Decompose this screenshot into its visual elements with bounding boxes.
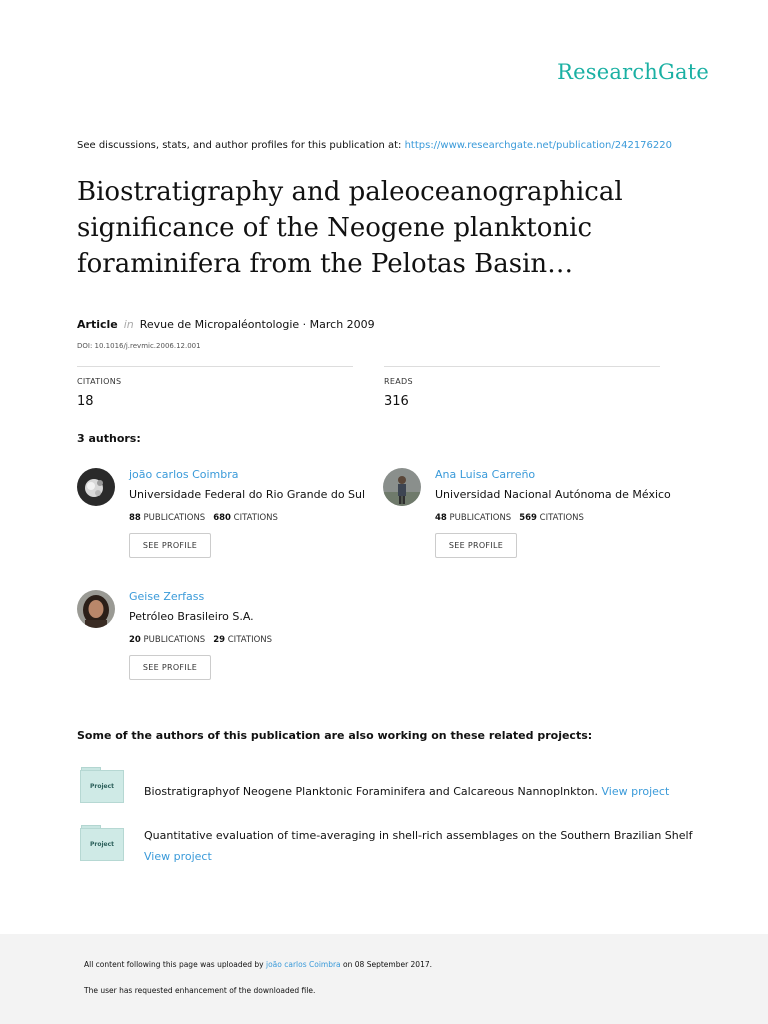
view-project-link[interactable]: View project (601, 785, 670, 798)
publications-count: 48 (435, 513, 447, 523)
author-stats (435, 513, 584, 523)
project-folder-icon (80, 767, 124, 803)
citations-count: 680 (213, 513, 231, 523)
publications-label: PUBLICATIONS (143, 513, 206, 523)
publications-label: PUBLICATIONS (449, 513, 512, 523)
citations-label: CITATIONS (233, 513, 278, 523)
reads-divider (384, 366, 660, 367)
author-card (77, 590, 377, 690)
see-discussions-text: See discussions, stats, and author profiles for this publication at: (77, 140, 405, 151)
project-title: Biostratigraphyof Neogene Planktonic Foraminifera and Calcareous Nannoplnkton. (144, 785, 602, 798)
author-stats (129, 635, 272, 645)
author-name[interactable]: joão carlos Coimbra (129, 468, 239, 481)
project-description (144, 781, 704, 802)
upload-prefix: All content following this page was uploaded by (84, 960, 266, 969)
see-discussions-line (77, 140, 672, 151)
publications-count: 20 (129, 635, 141, 645)
see-profile-button[interactable]: SEE PROFILE (129, 533, 211, 558)
reads-value: 316 (384, 394, 409, 409)
citations-count: 569 (519, 513, 537, 523)
author-stats (129, 513, 278, 523)
doi: DOI: 10.1016/j.revmic.2006.12.001 (77, 342, 201, 350)
publications-label: PUBLICATIONS (143, 635, 206, 645)
see-profile-button[interactable]: SEE PROFILE (435, 533, 517, 558)
upload-suffix: on 08 September 2017. (340, 960, 433, 969)
article-meta (77, 318, 375, 331)
citations-divider (77, 366, 353, 367)
citations-value: 18 (77, 394, 94, 409)
citations-label: CITATIONS (77, 377, 122, 386)
author-name[interactable]: Geise Zerfass (129, 590, 205, 603)
enhancement-note: The user has requested enhancement of the downloaded file. (84, 986, 316, 995)
author-card (383, 468, 683, 568)
article-type: Article (77, 318, 118, 331)
publications-count: 88 (129, 513, 141, 523)
see-profile-button[interactable]: SEE PROFILE (129, 655, 211, 680)
upload-note (84, 960, 432, 969)
avatar[interactable] (383, 468, 421, 506)
uploader-link[interactable]: joão carlos Coimbra (265, 960, 341, 969)
reads-label: READS (384, 377, 413, 386)
in-word: in (123, 318, 134, 331)
researchgate-logo[interactable]: ResearchGate (557, 60, 709, 84)
view-project-link[interactable]: View project (144, 850, 212, 863)
project-folder-icon (80, 825, 124, 861)
authors-heading: 3 authors: (77, 432, 141, 445)
citations-label: CITATIONS (227, 635, 273, 645)
project-folder-label: Project (80, 828, 124, 861)
author-card (77, 468, 377, 568)
journal-date: Revue de Micropaléontologie · March 2009 (139, 318, 375, 331)
project-description (144, 825, 704, 867)
avatar[interactable] (77, 590, 115, 628)
citations-label: CITATIONS (539, 513, 584, 523)
author-institution: Universidade Federal do Rio Grande do Sul (129, 488, 366, 501)
project-folder-label: Project (80, 770, 124, 803)
publication-link[interactable]: https://www.researchgate.net/publication/242176220 (404, 140, 672, 151)
citations-count: 29 (213, 635, 226, 645)
article-title: Biostratigraphy and paleoceanographical significance of the Neogene planktonic foraminifera from the Pelotas Basin… (77, 177, 623, 279)
author-institution: Universidad Nacional Autónoma de México (435, 488, 671, 501)
author-name[interactable]: Ana Luisa Carreño (435, 468, 536, 481)
avatar[interactable] (77, 468, 115, 506)
project-title: Quantitative evaluation of time-averaging in shell-rich assemblages on the Southern Brazilian Shelf (144, 829, 693, 842)
related-projects-heading: Some of the authors of this publication are also working on these related projects: (77, 729, 593, 742)
author-institution: Petróleo Brasileiro S.A. (129, 610, 254, 623)
footer (0, 934, 768, 1024)
